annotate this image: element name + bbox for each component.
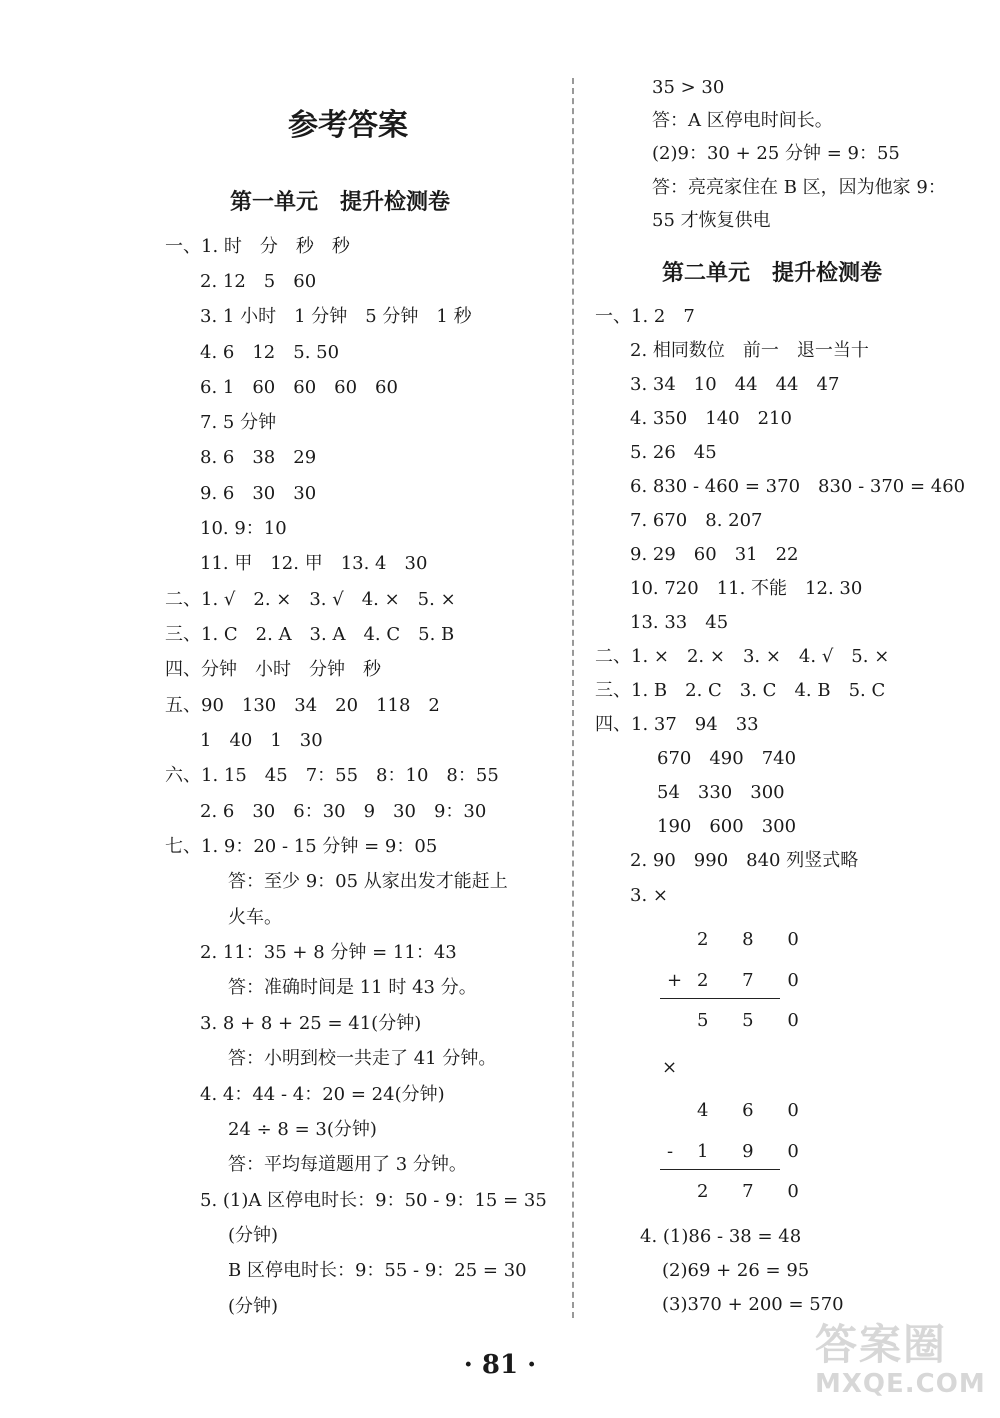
- answer-line: 火车。: [228, 907, 282, 928]
- calc1-second: 2 7 0: [697, 970, 813, 991]
- calc2-second: 1 9 0: [697, 1141, 813, 1162]
- calc1-top: 2 8 0: [697, 929, 813, 950]
- answer-line: 二、1. × 2. × 3. × 4. √ 5. ×: [595, 646, 890, 667]
- calc2-operator: -: [667, 1141, 688, 1162]
- answer-line: 4. 6 12 5. 50: [200, 342, 340, 363]
- answer-line: 9. 29 60 31 22: [630, 544, 799, 565]
- answer-line: 5. (1)A 区停电时长：9：50 - 9：15 = 35: [200, 1190, 547, 1211]
- answer-line: 3. 8 + 8 + 25 = 41(分钟): [200, 1013, 422, 1034]
- calc1-result: 5 5 0: [697, 1010, 813, 1031]
- answer-line: 答：至少 9：05 从家出发才能赶上: [228, 871, 508, 892]
- answer-line: 8. 6 38 29: [200, 447, 317, 468]
- answer-line: 3. 1 小时 1 分钟 5 分钟 1 秒: [200, 306, 472, 327]
- answer-line: 9. 6 30 30: [200, 483, 317, 504]
- answer-line: 答：A 区停电时间长。: [652, 110, 833, 131]
- answer-line: 13. 33 45: [630, 612, 729, 633]
- calc1-operator: +: [667, 970, 697, 991]
- page-number: · 81 ·: [463, 1350, 537, 1380]
- calc2-top: 4 6 0: [697, 1100, 813, 1121]
- watermark: [815, 1320, 995, 1410]
- calc2-rule: [660, 1169, 780, 1170]
- calc1-rule: [660, 998, 780, 999]
- answer-line: 6. 1 60 60 60 60: [200, 377, 398, 398]
- answer-line: 7. 5 分钟: [200, 412, 277, 433]
- answer-line: (2)69 + 26 = 95: [662, 1260, 810, 1281]
- answer-line: 答：准确时间是 11 时 43 分。: [228, 977, 477, 998]
- answer-line: 3. ×: [630, 885, 668, 906]
- answer-line: 55 才恢复供电: [652, 210, 771, 231]
- answer-line: 2. 11：35 + 8 分钟 = 11：43: [200, 942, 457, 963]
- answer-line: 答：平均每道题用了 3 分钟。: [228, 1154, 467, 1175]
- answer-line: 24 ÷ 8 = 3(分钟): [228, 1119, 377, 1140]
- answer-line: 5. 26 45: [630, 442, 717, 463]
- answer-line: 190 600 300: [657, 816, 797, 837]
- answer-line: 答：小明到校一共走了 41 分钟。: [228, 1048, 497, 1069]
- answer-line: (分钟): [228, 1225, 279, 1246]
- answer-line: 1 40 1 30: [200, 730, 323, 751]
- unit2-title: 第二单元 提升检测卷: [662, 261, 883, 286]
- answer-line: (分钟): [228, 1296, 279, 1317]
- answer-line: 二、1. √ 2. × 3. √ 4. × 5. ×: [165, 589, 456, 610]
- answer-line: 10. 9：10: [200, 518, 287, 539]
- answer-line: 670 490 740: [657, 748, 797, 769]
- unit1-title: 第一单元 提升检测卷: [230, 190, 451, 215]
- answer-line: 六、1. 15 45 7：55 8：10 8：55: [165, 765, 499, 786]
- answer-line: 三、1. C 2. A 3. A 4. C 5. B: [165, 624, 455, 645]
- answer-line: 4. 350 140 210: [630, 408, 792, 429]
- answer-line: (3)370 + 200 = 570: [662, 1294, 844, 1315]
- answer-line: (2)9：30 + 25 分钟 = 9：55: [652, 143, 900, 164]
- answer-line: 4. (1)86 - 38 = 48: [640, 1226, 802, 1247]
- answer-line: 答：亮亮家住在 B 区，因为他家 9：: [652, 177, 946, 198]
- answer-line: 2. 12 5 60: [200, 271, 317, 292]
- answer-line: 五、90 130 34 20 118 2: [165, 695, 440, 716]
- answer-line: 2. 90 990 840 列竖式略: [630, 850, 859, 871]
- column-divider: [572, 78, 574, 1318]
- calc2-result: 2 7 0: [697, 1181, 813, 1202]
- answer-line: ×: [662, 1057, 678, 1078]
- answer-line: 四、分钟 小时 分钟 秒: [165, 659, 381, 680]
- answer-line: 一、1. 2 7: [595, 306, 695, 327]
- answer-line: 2. 6 30 6：30 9 30 9：30: [200, 801, 487, 822]
- watermark-text: 答案圈: [815, 1320, 948, 1369]
- answer-line: 6. 830 - 460 = 370 830 - 370 = 460: [630, 476, 966, 497]
- answer-line: 11. 甲 12. 甲 13. 4 30: [200, 553, 428, 574]
- answer-line: 35 > 30: [652, 77, 725, 98]
- answer-line: 七、1. 9：20 - 15 分钟 = 9：05: [165, 836, 438, 857]
- answer-line: B 区停电时长：9：55 - 9：25 = 30: [228, 1260, 527, 1281]
- page-title: 参考答案: [288, 108, 408, 143]
- answer-line: 四、1. 37 94 33: [595, 714, 759, 735]
- answer-line: 54 330 300: [657, 782, 785, 803]
- answer-line: 3. 34 10 44 44 47: [630, 374, 840, 395]
- watermark-url: MXQE.COM: [815, 1369, 986, 1399]
- answer-line: 2. 相同数位 前一 退一当十: [630, 340, 869, 361]
- answer-line: 4. 4：44 - 4：20 = 24(分钟): [200, 1084, 445, 1105]
- answer-line: 三、1. B 2. C 3. C 4. B 5. C: [595, 680, 886, 701]
- answer-line: 7. 670 8. 207: [630, 510, 763, 531]
- answer-line: 一、1. 时 分 秒 秒: [165, 236, 350, 257]
- answer-line: 10. 720 11. 不能 12. 30: [630, 578, 863, 599]
